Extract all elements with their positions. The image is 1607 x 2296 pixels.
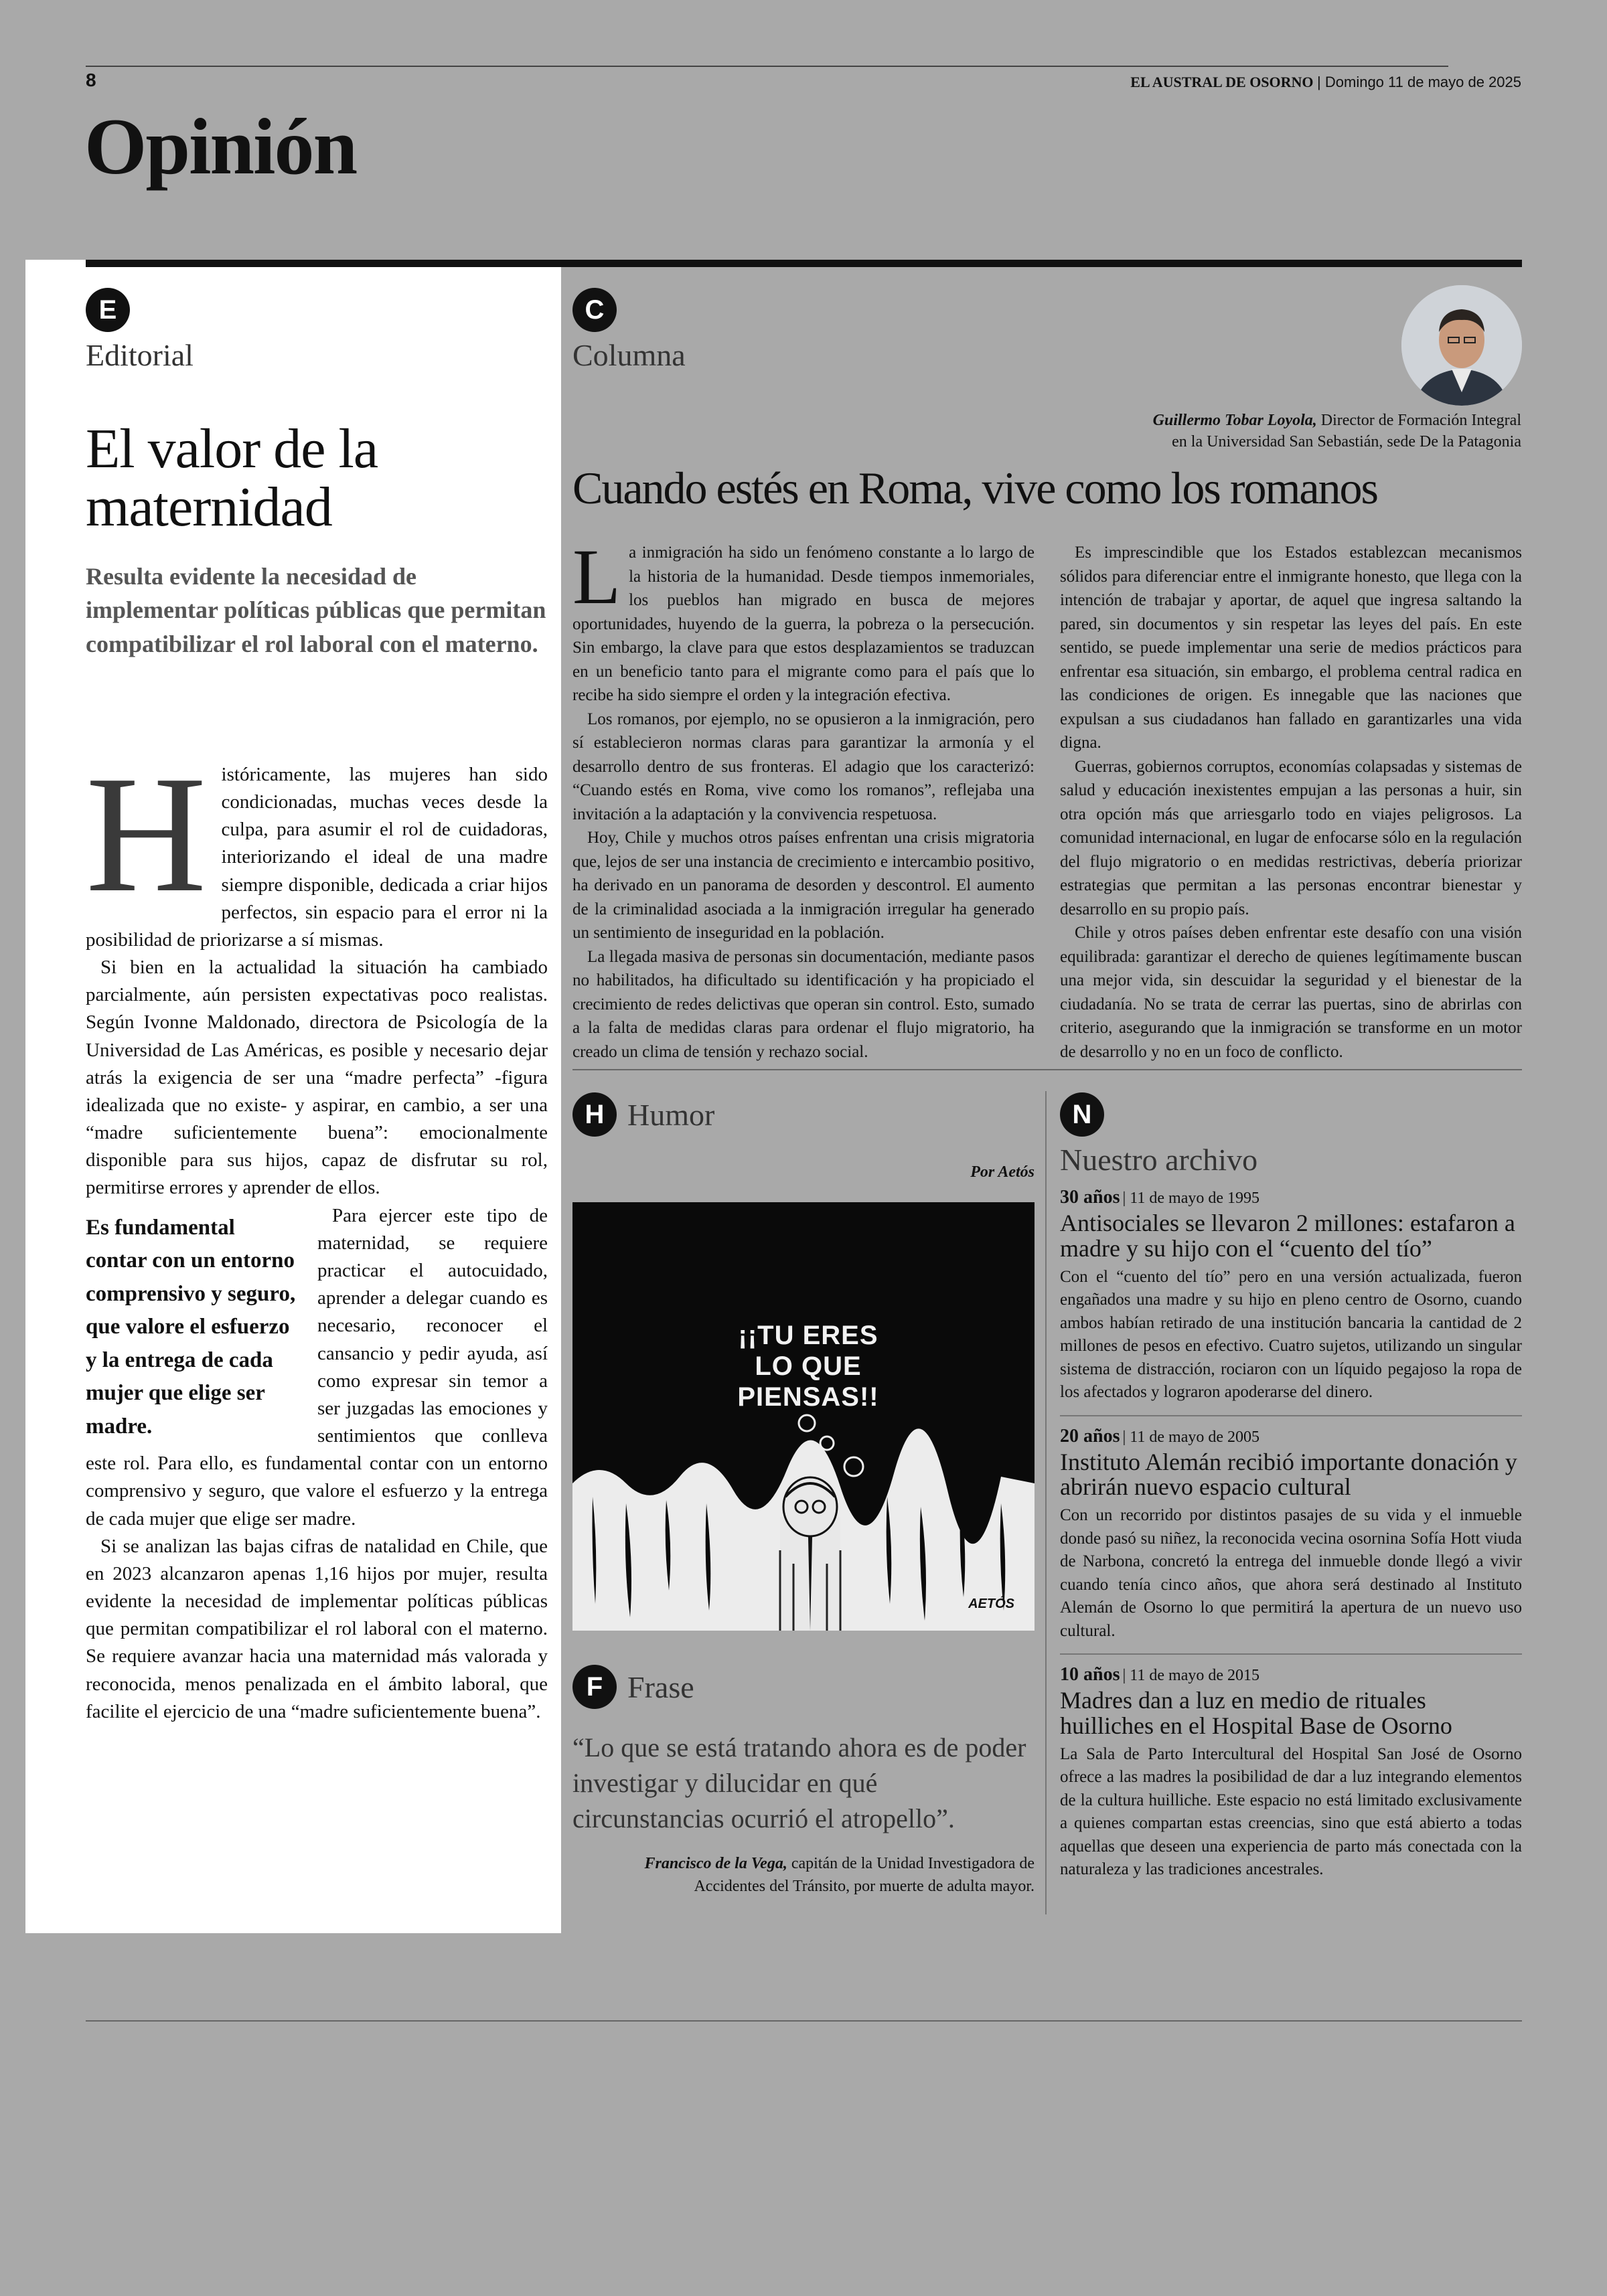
column-section (572, 288, 1522, 373)
archive-item (1060, 1664, 1522, 1882)
column-paragraph-4: La llegada masiva de personas sin documentación, mediante pasos no habilitados, ha dificultado su identificación y ha propiciado el crecimiento de redes delictivas que operan sin control. Esto, sumado a la falta de medidas claras para ordenar el flujo migratorio, ha creado un clima de tensión y rechazo social. (572, 947, 1035, 1061)
archive-label: Nuestro archivo (1060, 1143, 1258, 1177)
frase-label: Frase (627, 1669, 694, 1704)
editorial-paragraph-2: Si bien en la actualidad la situación ha cambiado parcialmente, aún persisten expectativas poco realistas. Según Ivonne Maldonado, directora de Psicología de la Universidad de Las Américas, es posible y necesario dejar atrás la exigencia de ser una “madre perfecta” -figura idealizada que no existe- y aspirar, en cambio, a ser una “madre suficientemente buena”: emocionalmente disponible para sus hijos, capaz de disfrutar su rol, permitirse errores y aprender de ellos. (86, 957, 548, 1199)
archive-section (1060, 1092, 1522, 1882)
archive-item (1060, 1426, 1522, 1643)
humor-label: Humor (627, 1097, 715, 1132)
cartoon-drawing (572, 1202, 1035, 1631)
editorial-body (86, 741, 548, 1726)
column-paragraph-6: Guerras, gobiernos corruptos, economías colapsadas y sistemas de salud y educación inexistentes empujan a las personas a huir, sin otra opción más que arriesgarlo todo en viajes peligrosos. La comunidad internacional, en lugar de enfocarse sólo en la regulación del flujo migratorio o en medidas restrictivas, debería priorizar estrategias que permitan a las personas encontrar bienestar y desarrollo en su propio país. (1060, 757, 1522, 918)
archive-item-years: 20 años (1060, 1425, 1120, 1447)
archive-item-text: La Sala de Parto Intercultural del Hospital San José de Osorno ofrece a las madres la posibilidad de dar a luz integrando elementos de la cultura huilliche. Este espacio no está limitado exclusivamente a quienes compartan estas creencias, sino que está abierto a todas aquellas que deseen una experiencia de parto más conectada con la naturaleza y las tradiciones ancestrales. (1060, 1744, 1522, 1879)
editorial-pullquote: Es fundamental contar con un entorno comprensivo y seguro, que valore el esfuerzo y la entrega de cada mujer que elige ser madre. (86, 1215, 296, 1439)
masthead-date: | Domingo 11 de mayo de 2025 (1317, 74, 1521, 90)
frase-header (572, 1665, 694, 1709)
archive-divider (1060, 1415, 1522, 1416)
section-title: Opinión (84, 102, 357, 191)
archive-divider (1060, 1653, 1522, 1655)
archive-item-title: Madres dan a luz en medio de rituales huilliches en el Hospital Base de Osorno (1060, 1687, 1452, 1739)
masthead (1130, 74, 1521, 91)
archive-badge: N (1060, 1092, 1104, 1137)
page-number: 8 (86, 70, 96, 90)
masthead-name: EL AUSTRAL DE OSORNO (1130, 74, 1314, 90)
author-photo (1401, 285, 1522, 406)
cartoon-text (728, 1320, 889, 1412)
archive-item-years: 10 años (1060, 1664, 1120, 1686)
editorial-paragraph-1: istóricamente, las mujeres han sido condicionadas, muchas veces desde la culpa, para asumir el rol de cuidadoras, interiorizando el ideal de una madre siempre disponible, dedicada a criar hijos perfectos, sin espacio para el error ni la posibilidad de priorizarse a sí mismas. (86, 763, 548, 951)
humor-byline: Por Aetós (970, 1163, 1035, 1181)
humor-cartoon (572, 1202, 1035, 1631)
archive-item-title: Antisociales se llevaron 2 millones: estafaron a madre y su hijo con el “cuento del tío” (1060, 1210, 1515, 1262)
editorial-section (86, 288, 548, 1726)
editorial-paragraph-3: Para ejercer este tipo de maternidad, se requiere practicar el autocuidado, aprender a delegar cuando es necesario, reconocer el cansancio y pedir ayuda, así como expresar sin temor a ser juzgadas las emociones y sentimientos que conlleva este rol. Para ello, es fundamental contar con un entorno comprensivo y seguro, que valore el esfuerzo y la entrega de cada mujer que elige ser madre. (86, 1204, 548, 1530)
frase-badge: F (572, 1665, 617, 1709)
column-author-role-2: en la Universidad San Sebastián, sede De la Patagonia (1172, 433, 1521, 451)
column-author (1153, 410, 1521, 453)
column-title: Cuando estés en Roma, vive como los romanos (572, 463, 1378, 513)
column-author-role-1: Director de Formación Integral (1320, 412, 1521, 429)
frase-author-role: capitán de la Unidad Investigadora de Accidentes del Tránsito, por muerte de adulta mayor. (694, 1855, 1035, 1895)
humor-badge: H (572, 1092, 617, 1137)
cartoon-text-line-3: PIENSAS!! (737, 1382, 879, 1412)
archive-item-date: | 11 de mayo de 2005 (1122, 1428, 1260, 1446)
archive-item-years: 30 años (1060, 1187, 1120, 1208)
archive-item-text: Con un recorrido por distintos pasajes de su vida y el inmueble donde pasó su niñez, la reconocida vecina osornina Sofía Hott viuda de Narbona, concretó la entrega del inmueble donde llegó a vivir cuando tenía cinco años, que ahora será destinado al Instituto Alemán de Osorno lo que permitirá la apertura de un nuevo uso cultural. (1060, 1506, 1522, 1640)
humor-archive-divider (1045, 1091, 1047, 1914)
archive-item-title: Instituto Alemán recibió importante donación y abrirán nuevo espacio cultural (1060, 1448, 1517, 1501)
archive-item-date: | 11 de mayo de 1995 (1122, 1190, 1260, 1207)
editorial-lede: Resulta evidente la necesidad de implementar políticas públicas que permitan compatibilizar el rol laboral con el materno. (86, 562, 546, 657)
frase-author: Francisco de la Vega, (644, 1855, 787, 1872)
column-label: Columna (572, 338, 686, 372)
archive-item-date: | 11 de mayo de 2015 (1122, 1667, 1260, 1685)
editorial-badge: E (86, 288, 130, 332)
humor-header (572, 1092, 714, 1137)
column-badge: C (572, 288, 617, 332)
column-col-2 (1060, 541, 1522, 1064)
frase-attribution (572, 1853, 1035, 1898)
column-author-name: Guillermo Tobar Loyola, (1152, 412, 1317, 429)
column-paragraph-5: Es imprescindible que los Estados establezcan mecanismos sólidos para diferenciar entre el inmigrante honesto, que llega con la intención de trabajar y aportar, de aquel que ingresa saltando la pared, sin documentos y sin respetar las leyes del país. En este sentido, se puede implementar una serie de medios prácticos para enfrentar esa situación, sin embargo, el problema central radica en las condiciones de origen. Es innegable que las naciones que expulsan a sus ciudadanos han fallado en garantizarles una vida digna. (1060, 544, 1522, 752)
top-rule (86, 66, 1448, 67)
frase-quote: “Lo que se está tratando ahora es de poder investigar y dilucidar en qué circunstancias ocurrió el atropello”. (572, 1732, 1026, 1833)
editorial-label: Editorial (86, 338, 194, 372)
column-col-1 (572, 533, 1035, 1064)
cartoon-signature: AETÓS (968, 1596, 1014, 1611)
main-thick-rule (86, 260, 1522, 267)
cartoon-text-line-1: ¡¡TU ERES (738, 1321, 878, 1350)
column-paragraph-7: Chile y otros países deben enfrentar este desafío con una visión equilibrada: garantizar el derecho de quienes legítimamente buscan una mejor vida, sin descuidar la seguridad y el bienestar de la ciudadanía. No se trata de cerrar las puertas, sino de abrirlas con criterio, asegurando que la inmigración se transforme en un motor de desarrollo y no en un foco de conflicto. (1060, 924, 1522, 1061)
author-portrait-icon (1401, 285, 1522, 406)
cartoon-text-line-2: LO QUE (755, 1351, 862, 1381)
column-paragraph-3: Hoy, Chile y muchos otros países enfrentan una crisis migratoria que, lejos de ser una instancia de crecimiento e intercambio positivo, ha derivado en un panorama de desorden y descontrol. El aumento de la criminalidad asociada a la inmigración irregular ha generado un sentimiento de inseguridad en la población. (572, 829, 1035, 942)
editorial-title: El valor de la maternidad (86, 418, 378, 539)
archive-item-text: Con el “cuento del tío” pero en una versión actualizada, fueron engañados una madre y su hijo en pleno centro de Osorno, cuando ambos habían retirado de una institución bancaria la cantidad de 2 millones de pesos en efectivo. Cuatro sujetos, utilizando un singular sistema de distracción, rociaron con un líquido pegajoso la ropa de los afectados y lograron apoderarse del dinero. (1060, 1267, 1522, 1402)
column-dropcap: L (572, 533, 621, 621)
column-paragraph-2: Los romanos, por ejemplo, no se opusieron a la inmigración, pero sí establecieron normas claras para garantizar la armonía y el desarrollo dentro de sus fronteras. El adagio que los caracterizó: “Cuando estés en Roma, vive como los romanos”, reflejaba una invitación a la adaptación y la convivencia respetuosa. (572, 710, 1035, 823)
editorial-paragraph-4: Si se analizan las bajas cifras de natalidad en Chile, que en 2023 alcanzaron apenas 1,16 hijos por mujer, resulta evidente la necesidad de implementar políticas públicas que permitan compatibilizar el rol laboral con el materno. Se requiere avanzar hacia una maternidad más valorada y reconocida, menos penalizada en el ámbito laboral, que facilite el ejercicio de una “madre suficientemente buena”. (86, 1535, 548, 1722)
column-paragraph-1: a inmigración ha sido un fenómeno constante a lo largo de la historia de la humanidad. Desde tiempos inmemoriales, los pueblos han migrado en busca de mejores oportunidades, huyendo de la guerra, la pobreza o la persecución. Sin embargo, la clave para que estos desplazamientos se traduzcan en un beneficio tanto para el migrante como para el país que lo recibe ha sido siempre el orden y la integración efectiva. (572, 544, 1035, 704)
column-bottom-rule (572, 1069, 1522, 1070)
archive-item (1060, 1187, 1522, 1404)
editorial-dropcap: H (86, 741, 207, 927)
bottom-rule (86, 2020, 1522, 2022)
